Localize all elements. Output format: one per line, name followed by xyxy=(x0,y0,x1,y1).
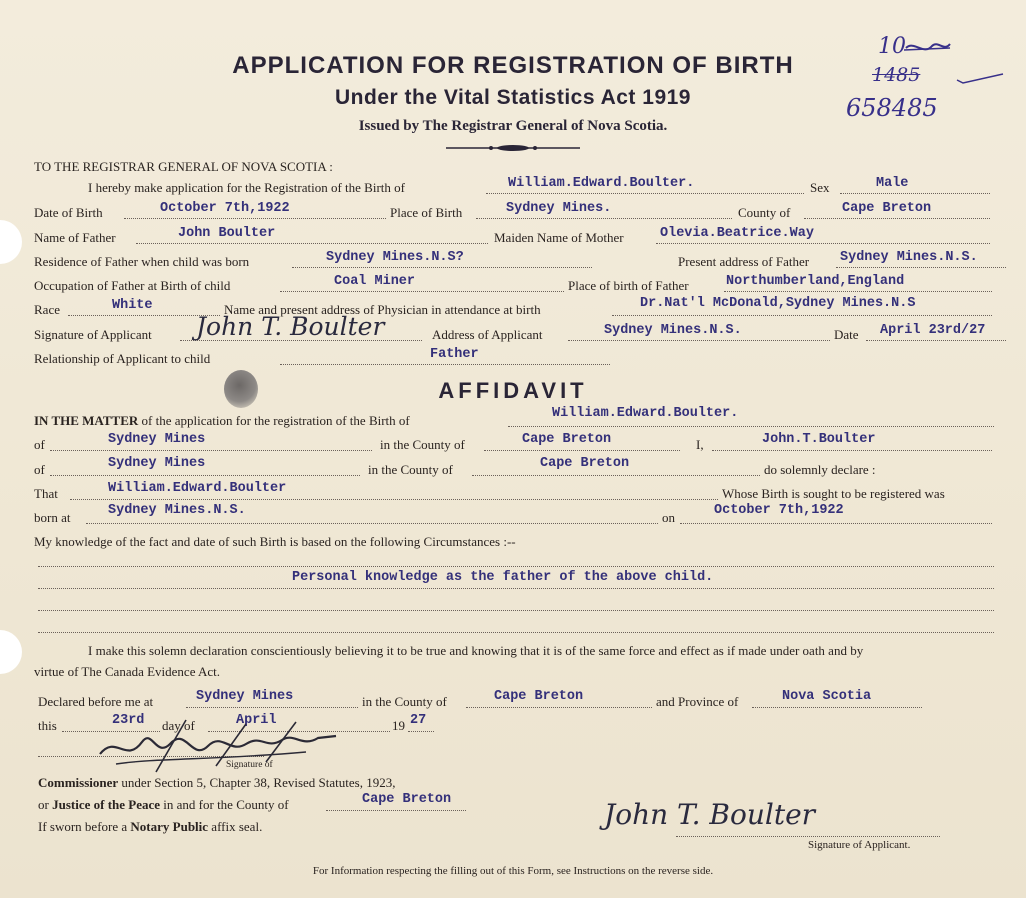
dotted-line xyxy=(472,475,760,476)
dotted-line xyxy=(38,632,994,633)
justice-text: in and for the County of xyxy=(163,797,289,812)
applicant-address-field[interactable]: Sydney Mines.N.S. xyxy=(604,323,742,338)
physician-label: Name and present address of Physician in attendance at birth xyxy=(224,302,541,317)
dotted-line xyxy=(476,218,732,219)
year-field[interactable]: 27 xyxy=(410,713,427,728)
province-label: and Province of xyxy=(656,694,739,709)
of-label-2: of xyxy=(34,462,45,477)
province-field[interactable]: Nova Scotia xyxy=(782,689,872,704)
notary-prefix: If sworn before a xyxy=(38,819,128,834)
corner-number-bottom: 658485 xyxy=(846,94,938,122)
form-title: APPLICATION FOR REGISTRATION OF BIRTH xyxy=(232,52,794,79)
dotted-line xyxy=(38,588,994,589)
this-label: this xyxy=(38,718,57,733)
dotted-line xyxy=(680,523,992,524)
dotted-line xyxy=(38,566,994,567)
i-label: I, xyxy=(696,437,704,452)
county-label-1: in the County of xyxy=(380,437,465,452)
affiant-signature-label: Signature of Applicant. xyxy=(808,839,911,851)
declared-label: Declared before me at xyxy=(38,694,154,709)
physician-field[interactable]: Dr.Nat'l McDonald,Sydney Mines.N.S xyxy=(640,296,916,311)
county-field[interactable]: Cape Breton xyxy=(842,201,932,216)
dotted-line xyxy=(50,450,372,451)
affidavit-child-name-field[interactable]: William.Edward.Boulter. xyxy=(552,406,739,421)
dotted-line xyxy=(86,523,658,524)
of-label: of xyxy=(34,437,45,452)
relationship-field[interactable]: Father xyxy=(430,347,479,362)
born-at-label: born at xyxy=(34,510,71,525)
justice-line xyxy=(38,797,289,813)
affiant-signature: John T. Boulter xyxy=(604,798,816,831)
dotted-line xyxy=(840,193,990,194)
corner-mark xyxy=(955,70,1005,86)
dotted-line xyxy=(724,291,992,292)
sex-label: Sex xyxy=(810,180,830,195)
dotted-line xyxy=(292,267,592,268)
matter-label xyxy=(34,413,410,429)
born-at-field[interactable]: Sydney Mines.N.S. xyxy=(108,503,246,518)
county-field-2[interactable]: Cape Breton xyxy=(540,456,630,471)
ornament-rule xyxy=(446,144,580,152)
date-field[interactable]: April 23rd/27 xyxy=(880,323,986,338)
on-label: on xyxy=(662,510,675,525)
corner-number-middle: 1485 xyxy=(872,64,921,86)
dotted-line xyxy=(136,243,488,244)
dotted-line xyxy=(508,426,994,427)
residence-label: Residence of Father when child was born xyxy=(34,254,250,269)
mother-label: Maiden Name of Mother xyxy=(494,230,624,245)
dotted-line xyxy=(866,340,1006,341)
matter-label-text: of the application for the registration of the Birth of xyxy=(141,413,410,428)
residence-field[interactable]: Sydney Mines.N.S? xyxy=(326,250,464,265)
notary-suffix: affix seal. xyxy=(211,819,263,834)
applicant-address-label: Address of Applicant xyxy=(432,327,543,342)
relationship-label: Relationship of Applicant to child xyxy=(34,351,211,366)
county-field-1[interactable]: Cape Breton xyxy=(522,432,612,447)
form-subtitle: Under the Vital Statistics Act 1919 xyxy=(335,86,691,109)
knowledge-label: My knowledge of the fact and date of such Birth is based on the following Circumstances :-- xyxy=(34,534,516,549)
dotted-line xyxy=(752,707,922,708)
dotted-line xyxy=(50,475,360,476)
born-on-field[interactable]: October 7th,1922 xyxy=(714,503,844,518)
dob-field[interactable]: October 7th,1922 xyxy=(160,201,290,216)
present-address-field[interactable]: Sydney Mines.N.S. xyxy=(840,250,978,265)
present-address-label: Present address of Father xyxy=(678,254,810,269)
dotted-line xyxy=(124,218,386,219)
dotted-line xyxy=(280,364,610,365)
declarant-field[interactable]: John.T.Boulter xyxy=(762,432,876,447)
punch-hole xyxy=(0,630,22,674)
dob-label: Date of Birth xyxy=(34,205,103,220)
declared-county-field[interactable]: Cape Breton xyxy=(494,689,584,704)
dotted-line xyxy=(612,315,992,316)
signature-label: Signature of Applicant xyxy=(34,327,152,342)
notary-line xyxy=(38,819,262,835)
pob-field[interactable]: Sydney Mines. xyxy=(506,201,612,216)
commissioner-text: under Section 5, Chapter 38, Revised Statutes, 1923, xyxy=(121,775,396,790)
corner-number-top: 10 xyxy=(878,34,906,59)
addressee: TO THE REGISTRAR GENERAL OF NOVA SCOTIA : xyxy=(34,159,333,174)
matter-label-bold: IN THE MATTER xyxy=(34,413,139,428)
footer-note: For Information respecting the filling out of this Form, see Instructions on the reverse side. xyxy=(312,865,714,877)
dotted-line xyxy=(486,193,804,194)
justice-county-field[interactable]: Cape Breton xyxy=(362,792,452,807)
dotted-line xyxy=(280,291,564,292)
justice-bold: Justice of the Peace xyxy=(52,797,161,812)
declared-place-field[interactable]: Sydney Mines xyxy=(196,689,294,704)
county-label: County of xyxy=(738,205,791,220)
day-of-label: day of xyxy=(162,718,195,733)
circumstance-field[interactable]: Personal knowledge as the father of the above child. xyxy=(292,570,714,585)
issued-by: Issued by The Registrar General of Nova Scotia. xyxy=(358,118,668,134)
declare-label: do solemnly declare : xyxy=(764,462,876,477)
commissioner-signature xyxy=(96,714,346,776)
dotted-line xyxy=(38,610,994,611)
declared-county-label: in the County of xyxy=(362,694,447,709)
declaration-line-2: virtue of The Canada Evidence Act. xyxy=(34,664,221,679)
dotted-line xyxy=(466,707,652,708)
date-label: Date xyxy=(834,327,859,342)
father-birthplace-label: Place of birth of Father xyxy=(568,278,689,293)
race-label: Race xyxy=(34,302,60,317)
dotted-line xyxy=(656,243,990,244)
intro-label: I hereby make application for the Registration of the Birth of xyxy=(88,180,405,195)
child-name-field[interactable]: William.Edward.Boulter. xyxy=(508,176,695,191)
father-label: Name of Father xyxy=(34,230,116,245)
corner-scribble xyxy=(904,38,952,58)
dotted-line xyxy=(804,218,990,219)
occupation-field[interactable]: Coal Miner xyxy=(334,274,416,289)
month-field[interactable]: April xyxy=(236,713,277,728)
affidavit-heading: AFFIDAVIT xyxy=(438,378,588,403)
commissioner-bold: Commissioner xyxy=(38,775,119,790)
punch-hole xyxy=(0,220,22,264)
that-name-field[interactable]: William.Edward.Boulter xyxy=(108,481,287,496)
dotted-line xyxy=(186,707,358,708)
dotted-line xyxy=(568,340,830,341)
applicant-signature: John T. Boulter xyxy=(196,312,385,341)
year-prefix: 19 xyxy=(392,718,405,733)
day-field[interactable]: 23rd xyxy=(112,713,145,728)
sought-label: Whose Birth is sought to be registered was xyxy=(722,486,945,501)
county-label-2: in the County of xyxy=(368,462,453,477)
occupation-label: Occupation of Father at Birth of child xyxy=(34,278,231,293)
of-place-field-1[interactable]: Sydney Mines xyxy=(108,432,206,447)
dotted-line xyxy=(836,267,1006,268)
dotted-line xyxy=(408,731,434,732)
sex-field[interactable]: Male xyxy=(876,176,909,191)
dotted-line xyxy=(326,810,466,811)
father-field[interactable]: John Boulter xyxy=(178,226,276,241)
pob-label: Place of Birth xyxy=(390,205,463,220)
dotted-line xyxy=(484,450,680,451)
dotted-line xyxy=(70,499,718,500)
of-place-field-2[interactable]: Sydney Mines xyxy=(108,456,206,471)
mother-field[interactable]: Olevia.Beatrice.Way xyxy=(660,226,814,241)
that-label: That xyxy=(34,486,58,501)
commissioner-line xyxy=(38,775,395,791)
race-field[interactable]: White xyxy=(112,298,153,313)
notary-bold: Notary Public xyxy=(130,819,209,834)
signature-of-label: Signature of xyxy=(226,760,273,770)
dotted-line xyxy=(712,450,992,451)
father-birthplace-field[interactable]: Northumberland,England xyxy=(726,274,905,289)
declaration-line-1: I make this solemn declaration conscientiously believing it to be true and knowing that it is of the same force and effect as if made under oath and by xyxy=(88,643,864,658)
or-label: or xyxy=(38,797,49,812)
